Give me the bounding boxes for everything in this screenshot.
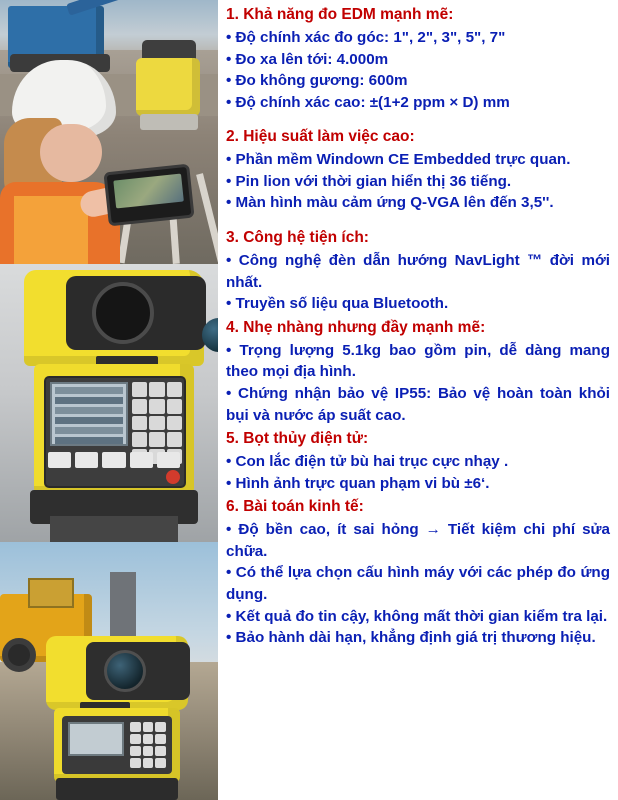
bullet-item: • Kết quả đo tin cậy, không mất thời gian kiểm tra lại. (226, 607, 608, 625)
keypad (130, 722, 166, 768)
keypad-key (130, 746, 141, 756)
feature-section-4 (224, 317, 610, 426)
keypad-key (149, 382, 164, 397)
bullet-item: • Pin lion với thời gian hiển thị 36 tiếng. (226, 172, 512, 190)
photo-column (0, 0, 218, 800)
bullet-item: • Đo xa lên tới: 4.000m (226, 50, 389, 68)
keypad-key (143, 722, 154, 732)
feature-section-1 (224, 4, 610, 113)
function-key-row (48, 452, 180, 468)
keypad-key (155, 734, 166, 744)
objective-lens-icon (92, 282, 154, 344)
keypad-key (143, 734, 154, 744)
function-key (157, 452, 180, 468)
keypad-key (130, 758, 141, 768)
screen-line (55, 427, 123, 434)
photo-geomax-total-station-closeup (0, 264, 218, 542)
function-key (75, 452, 98, 468)
controller-screen (113, 174, 184, 209)
section-spacer (224, 216, 610, 227)
loader-cab (28, 578, 74, 608)
keypad-key (155, 746, 166, 756)
bullet-item: • Bảo hành dài hạn, khẳng định giá trị thương hiệu. (226, 629, 596, 647)
objective-lens-icon (104, 650, 146, 692)
bullet-item: • Có thể lựa chọn cấu hình máy với các phép đo ứng dụng. (226, 564, 610, 603)
screen-line (55, 397, 123, 404)
screen-line (55, 417, 123, 424)
bullet-item: • Màn hình màu cảm ứng Q-VGA lên đến 3,5''. (226, 194, 554, 212)
screen-line (55, 387, 123, 394)
total-station-body-icon (136, 58, 200, 116)
excavator-icon (8, 6, 104, 68)
keypad-key (167, 416, 182, 431)
loader-wheel-icon (2, 638, 36, 672)
safety-vest-shape (14, 196, 88, 264)
tribrach (50, 516, 178, 542)
function-key (102, 452, 125, 468)
keypad-key (132, 416, 147, 431)
keypad-key (155, 722, 166, 732)
keypad-key (167, 399, 182, 414)
keypad-key (132, 399, 147, 414)
feature-section-6 (224, 496, 610, 648)
face-shape (40, 124, 102, 182)
photo-surveyor-with-total-station-at-construction-site (0, 0, 218, 264)
keypad-key (149, 399, 164, 414)
bullet-item: • Độ chính xác cao: ±(1+2 ppm × D) mm (226, 93, 510, 111)
bullet-item: • Độ bền cao, ít sai hỏng → Tiết kiệm chi phí sửa chữa. (226, 521, 610, 560)
bullet-item: • Độ chính xác đo góc: 1", 2", 3", 5", 7" (226, 29, 506, 46)
section-heading: 1. Khả năng đo EDM mạnh mẽ: (226, 6, 454, 23)
photo-total-station-with-wheel-loader (0, 542, 218, 800)
keypad-key (149, 432, 164, 447)
section-heading: 5. Bọt thủy điện tử: (226, 430, 369, 448)
bullet-item: • Đo không gương: 600m (226, 72, 408, 90)
power-button-icon (166, 470, 180, 484)
section-heading: 3. Công hệ tiện ích: (226, 229, 369, 247)
display-screen (50, 382, 128, 446)
display-screen (68, 722, 124, 756)
screen-line (55, 407, 123, 414)
keypad-key (130, 722, 141, 732)
feature-section-3 (224, 227, 610, 315)
section-spacer (224, 115, 610, 126)
feature-list (218, 0, 618, 800)
keypad-key (132, 432, 147, 447)
section-heading: 4. Nhẹ nhàng nhưng đầy mạnh mẽ: (226, 318, 486, 336)
keypad-key (167, 432, 182, 447)
function-key (130, 452, 153, 468)
keypad-key (149, 416, 164, 431)
bullet-item: • Công nghệ đèn dẫn hướng NavLight ™ đời mới nhất. (226, 252, 610, 291)
feature-section-2 (224, 126, 610, 214)
bullet-item: • Con lắc điện tử bù hai trục cực nhạy . (226, 453, 509, 471)
bullet-item: • Trọng lượng 5.1kg bao gồm pin, dễ dàng mang theo mọi địa hình. (226, 341, 610, 381)
section-heading: 6. Bài toán kinh tế: (226, 498, 364, 516)
bullet-item: • Truyền số liệu qua Bluetooth. (226, 295, 449, 313)
keypad-key (130, 734, 141, 744)
screen-line (55, 437, 123, 444)
function-key (48, 452, 71, 468)
bullet-item: • Phần mềm Windown CE Embedded trực quan. (226, 151, 571, 169)
bullet-item: • Hình ảnh trực quan phạm vi bù ±6‘. (226, 474, 490, 492)
section-heading: 2. Hiệu suất làm việc cao: (226, 128, 415, 146)
keypad-key (143, 758, 154, 768)
keypad-key (132, 382, 147, 397)
instrument-base (56, 778, 178, 800)
keypad-key (167, 382, 182, 397)
keypad-key (155, 758, 166, 768)
field-controller-icon (103, 164, 194, 227)
keypad-key (143, 746, 154, 756)
total-station-base-icon (140, 114, 198, 130)
bullet-item: • Chứng nhận bảo vệ IP55: Bảo vệ hoàn toàn khỏi bụi và nước áp suất cao. (226, 384, 610, 424)
feature-section-5 (224, 428, 610, 494)
